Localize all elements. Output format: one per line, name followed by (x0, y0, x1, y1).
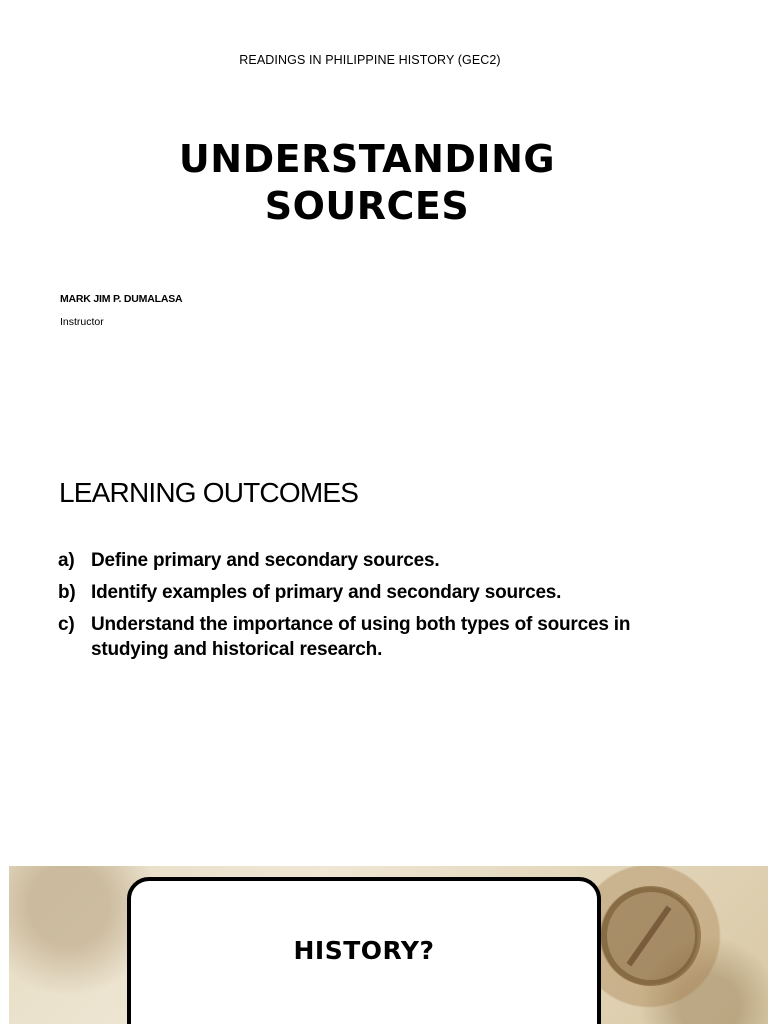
learning-outcomes-slide (0, 430, 768, 850)
history-label: HISTORY? (293, 936, 435, 965)
outcome-text: Understand the importance of using both types of sources in studying and historical research. (91, 614, 631, 660)
instructor-role: Instructor (60, 316, 104, 328)
outcome-marker: c) (58, 614, 75, 635)
outcomes-list (58, 548, 698, 669)
title-slide (0, 0, 768, 430)
outcome-marker: a) (58, 550, 75, 571)
main-title (100, 136, 634, 230)
main-title-line-1: UNDERSTANDING (178, 137, 556, 181)
history-slide (9, 866, 768, 1024)
instructor-name: MARK JIM P. DUMALASA (60, 293, 183, 305)
outcome-text: Define primary and secondary sources. (91, 550, 440, 571)
course-title: READINGS IN PHILIPPINE HISTORY (GEC2) (239, 53, 501, 67)
outcomes-heading: LEARNING OUTCOMES (59, 477, 359, 508)
outcome-item-b (58, 580, 698, 605)
outcome-marker: b) (58, 582, 76, 603)
outcome-text: Identify examples of primary and secondary sources. (91, 582, 562, 603)
main-title-line-2: SOURCES (264, 184, 470, 228)
outcome-item-a (58, 548, 698, 573)
outcome-item-c (58, 612, 698, 662)
